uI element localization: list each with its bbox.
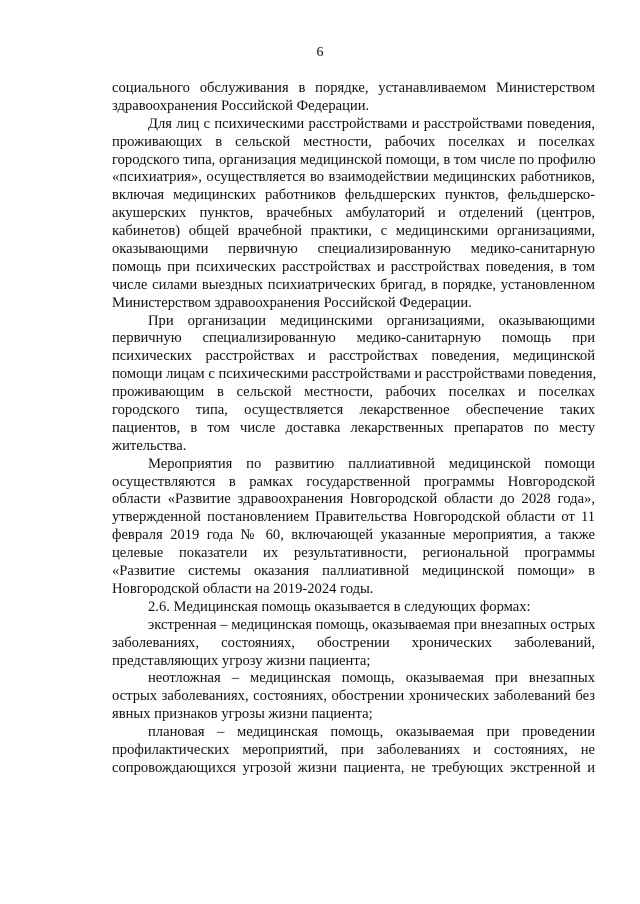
text-line: помощь при психических расстройствах и расстройствах поведения, в том [112,258,595,275]
text-line: проживающим в сельской местности, рабочих поселках и поселках [112,384,595,401]
text-line: оказывающими первичную специализированную медико-санитарную [112,241,595,258]
text-line: экстренная – медицинская помощь, оказываемая при внезапных острых [148,616,596,633]
text-line: «психиатрия», осуществляется во взаимодействии медицинских работников, [112,169,595,186]
text-line: здравоохранения Российской Федерации. [112,97,370,114]
text-line: профилактических мероприятий, при заболеваниях и состояниях, не [112,741,595,758]
document-body [112,80,595,778]
text-line: кабинетов) общей врачебной практики, с медицинскими организациями, [112,223,595,240]
text-line: Для лиц с психическими расстройствами и расстройствами поведения, [148,115,595,132]
text-line: социального обслуживания в порядке, устанавливаемом Министерством [112,80,595,96]
text-line: «Развитие системы оказания паллиативной медицинской помощи» в [112,563,595,580]
text-line: жительства. [112,437,187,454]
text-line: городского типа, осуществляется лекарственное обеспечение таких [112,402,595,419]
text-line: представляющих угрозу жизни пациента; [112,652,371,669]
text-line: помощи лицам с психическими расстройствами и расстройствами поведения, [112,366,597,383]
text-line: острых заболеваниях, состояниях, обострении хронических заболеваний без [112,688,595,705]
text-line: целевые показатели их результативности, региональной программы [112,545,595,562]
text-line: При организации медицинскими организациями, оказывающими [148,312,595,329]
text-line: явных признаков угрозы жизни пациента; [112,706,373,723]
text-line: акушерских пунктов, врачебных амбулаторий и отделений (центров, [112,205,595,222]
text-line: заболеваниях, состояниях, обострении хронических заболеваний, [112,634,595,651]
text-line: включая медицинских работников фельдшерских пунктов, фельдшерско- [112,187,595,204]
text-line: неотложная – медицинская помощь, оказываемая при внезапных [148,670,595,687]
text-line: утвержденной постановлением Правительства Новгородской области от 11 [112,509,595,526]
text-line: Министерством здравоохранения Российской Федерации. [112,294,472,311]
text-line: психических расстройствах и расстройствах поведения, медицинской [112,348,595,365]
text-line: осуществляются в рамках государственной программы Новгородской [112,473,595,490]
text-line: городского типа, организация медицинской помощи, в том числе по профилю [112,151,596,168]
text-line: плановая – медицинская помощь, оказываемая при проведении [148,724,595,741]
text-line: Новгородской области на 2019-2024 годы. [112,580,374,597]
text-line: пациентов, в том числе доставка лекарственных препаратов по месту [112,419,595,436]
page-number: 6 [316,45,324,60]
text-line: Мероприятия по развитию паллиативной медицинской помощи [148,455,595,472]
text-line: числе силами выездных психиатрических бригад, в порядке, установленном [112,276,595,293]
text-line: февраля 2019 года № 60, включающей указанные мероприятия, а также [112,527,595,544]
text-line: проживающих в сельской местности, рабочих поселках и поселках [112,133,595,150]
text-line: первичную специализированную медико-санитарную помощь при [112,330,595,347]
text-line: области «Развитие здравоохранения Новгородской области до 2028 года», [112,491,595,508]
text-line: сопровождающихся угрозой жизни пациента, не требующих экстренной и [112,759,595,776]
text-line: 2.6. Медицинская помощь оказывается в следующих формах: [148,598,531,615]
